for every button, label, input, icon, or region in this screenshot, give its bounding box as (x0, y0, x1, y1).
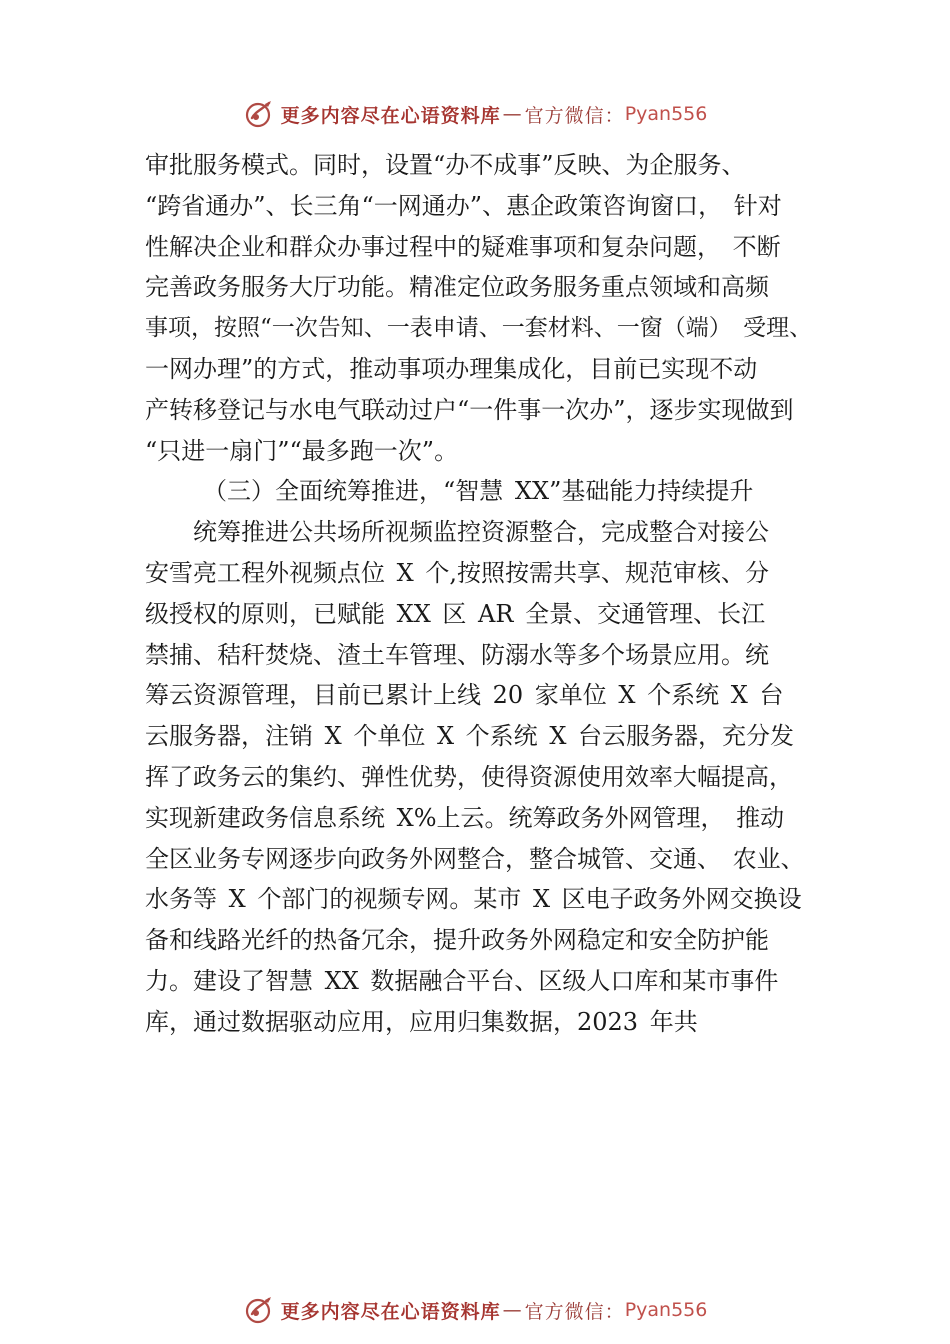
body-line: 力。建设了智慧 XX 数据融合平台、区级人口库和某市事件 (145, 966, 779, 995)
watermark-logo-icon (243, 1294, 275, 1326)
body-line: 一网办理”的方式，推动事项办理集成化，目前已实现不动 (145, 354, 758, 383)
watermark-footer (0, 1290, 950, 1330)
body-line: 库，通过数据驱动应用，应用归集数据，2023 年共 (145, 1007, 698, 1036)
watermark-wechat-label: 官方微信： (524, 104, 625, 127)
body-line: “只进一扇门”“最多跑一次”。 (145, 436, 459, 465)
watermark-dash: — (502, 1299, 523, 1321)
section-heading: （三）全面统筹推进，“智慧 XX”基础能力持续提升 (203, 477, 754, 506)
body-line: 级授权的原则，已赋能 XX 区 AR 全景、交通管理、长江 (145, 599, 766, 628)
body-line: 审批服务模式。同时，设置“办不成事”反映、为企服务、 (145, 151, 746, 179)
body-line: 安雪亮工程外视频点位 X 个,按照按需共享、规范审核、分 (145, 558, 769, 587)
body-line: 全区业务专网逐步向政务外网整合，整合城管、交通、 农业、 (145, 844, 805, 873)
body-line: 性解决企业和群众办事过程中的疑难事项和复杂问题， 不断 (145, 232, 781, 261)
paragraph-first-line: 统筹推进公共场所视频监控资源整合，完成整合对接公 (193, 518, 769, 547)
watermark-brand: 更多内容尽在心语资料库 (280, 104, 501, 127)
body-line: 水务等 X 个部门的视频专网。某市 X 区电子政务外网交换设 (145, 885, 802, 914)
watermark-wechat-id: Pyan556 (624, 103, 708, 125)
watermark-dash: — (502, 103, 523, 125)
body-line: 云服务器，注销 X 个单位 X 个系统 X 台云服务器，充分发 (145, 722, 795, 751)
body-line: 禁捕、秸秆焚烧、渣土车管理、防溺水等多个场景应用。统 (145, 640, 769, 669)
document-body (145, 145, 825, 1043)
body-line: 完善政务服务大厅功能。精准定位政务服务重点领域和高频 (145, 273, 769, 302)
body-line: 挥了政务云的集约、弹性优势，使得资源使用效率大幅提高， (145, 762, 793, 791)
body-line: 事项，按照“一次告知、一表申请、一套材料、一窗（端） 受理、 (145, 315, 813, 342)
body-line: “跨省通办”、长三角“一网通办”、惠企政策咨询窗口， 针对 (145, 191, 782, 220)
watermark-brand: 更多内容尽在心语资料库 (280, 1300, 501, 1323)
body-line: 筹云资源管理，目前已累计上线 20 家单位 X 个系统 X 台 (145, 681, 784, 710)
watermark-header (0, 94, 950, 134)
watermark-logo-icon (243, 98, 275, 130)
body-line: 实现新建政务信息系统 X%上云。统筹政务外网管理， 推动 (145, 803, 785, 832)
watermark-wechat-id: Pyan556 (624, 1299, 708, 1321)
body-line: 备和线路光纤的热备冗余，提升政务外网稳定和安全防护能 (145, 926, 769, 955)
body-line: 产转移登记与水电气联动过户“一件事一次办”，逐步实现做到 (145, 395, 794, 424)
watermark-wechat-label: 官方微信： (524, 1300, 625, 1323)
